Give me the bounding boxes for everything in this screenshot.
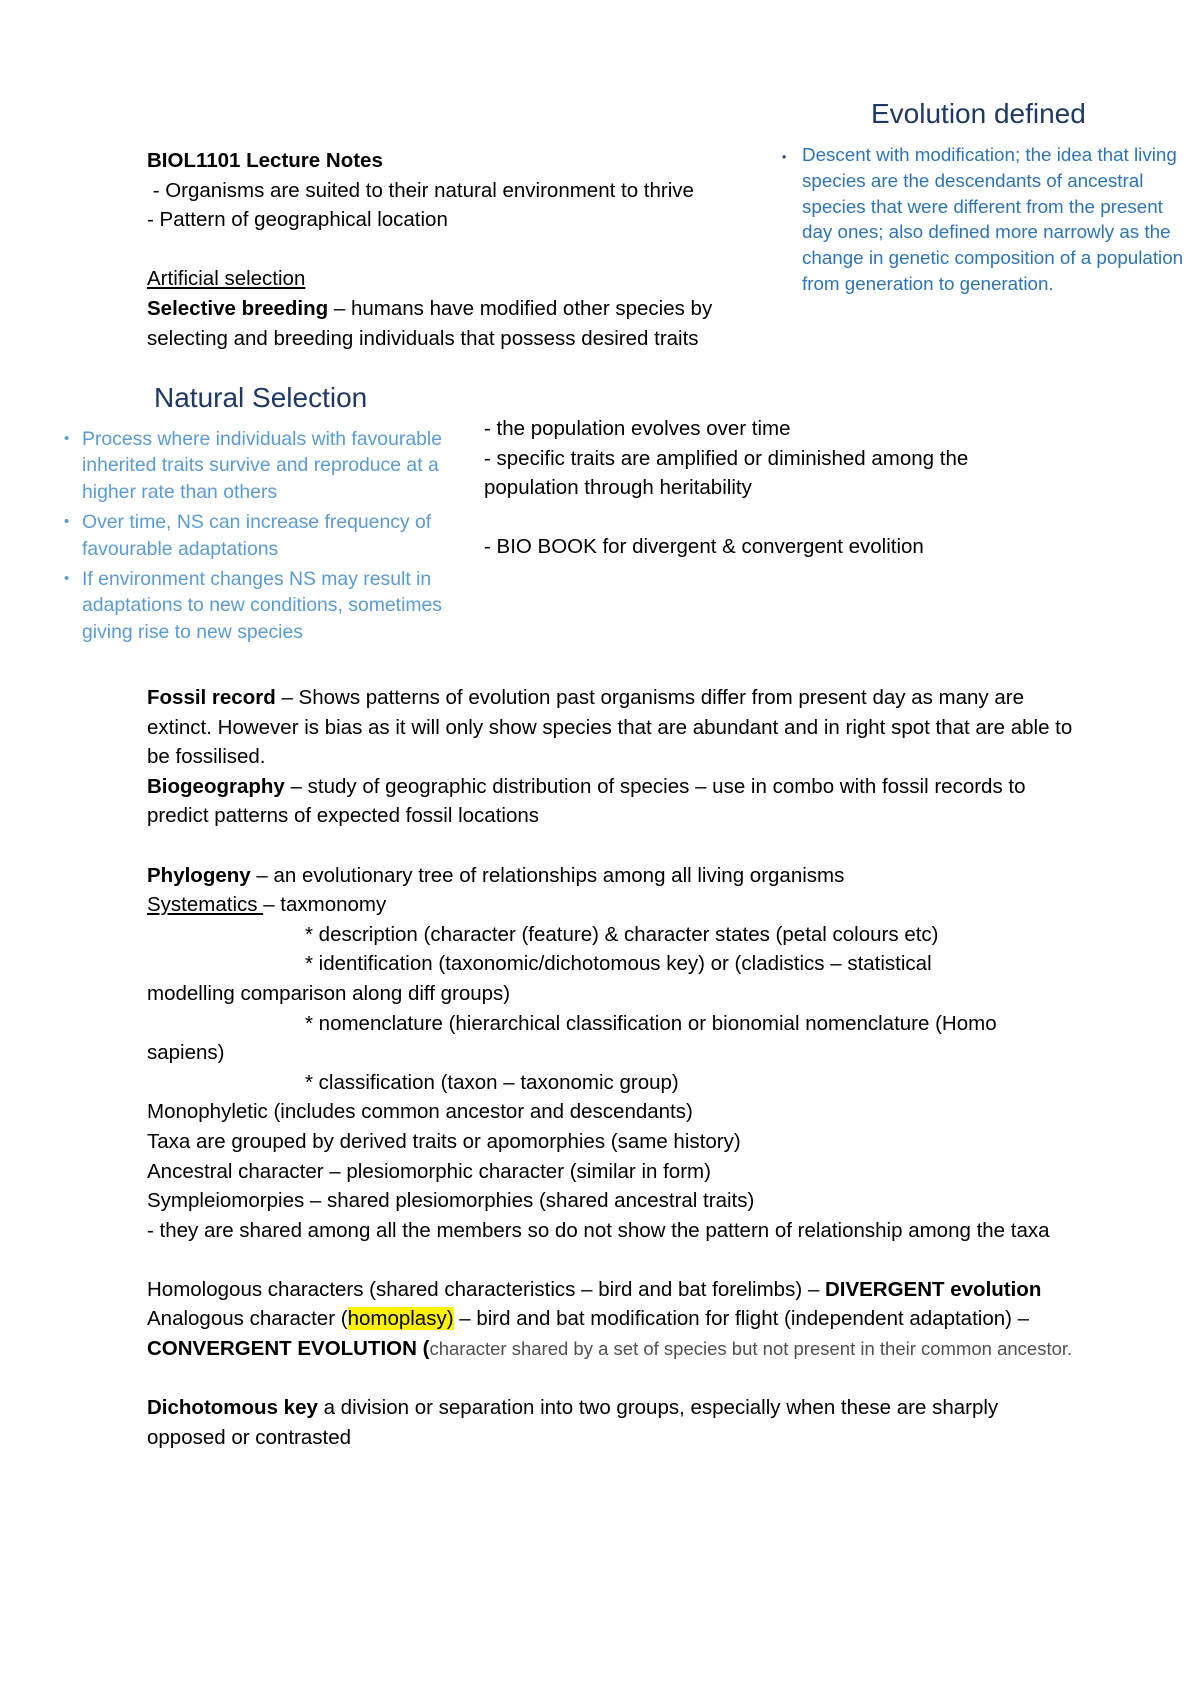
term: Fossil record	[147, 686, 276, 709]
definition: – Shows patterns of evolution past organisms differ from present day as many are extinct. However is bias as it will only show species that are abundant and in right spot that are able to be fossilised.	[147, 686, 1073, 769]
note-line: population through heritability	[484, 476, 752, 500]
paragraph-homologous	[147, 1275, 1082, 1305]
term: Systematics	[147, 893, 264, 917]
spacer	[147, 831, 1082, 861]
ns-notes	[484, 414, 968, 562]
note-line: selecting and breeding individuals that possess desired traits	[147, 326, 699, 350]
note-line: - they are shared among all the members so do not show the pattern of relationship among the taxa	[147, 1218, 1050, 1242]
highlight: homoplasy)	[347, 1307, 454, 1331]
syst-item-cont: modelling comparison along diff groups)	[147, 981, 511, 1005]
bullet-item	[62, 509, 467, 562]
slide-title: Evolution defined	[871, 98, 1086, 129]
pasted-definition: character shared by a set of species but not present in their common ancestor.	[429, 1338, 1073, 1360]
definition: – taxmonomy	[263, 893, 387, 917]
note-line: - Pattern of geographical location	[147, 208, 448, 232]
note-line: Taxa are grouped by derived traits or apomorphies (same history)	[147, 1129, 741, 1153]
bullet-text: If environment changes NS may result in adaptations to new conditions, sometimes giving rise to new species	[82, 568, 443, 643]
note-line: - specific traits are amplified or diminished among the	[484, 446, 969, 470]
emphasis: CONVERGENT EVOLUTION (	[147, 1337, 430, 1361]
paragraph-biogeography	[147, 772, 1082, 831]
term: Selective breeding	[147, 296, 329, 320]
bullet-icon: •	[64, 430, 70, 447]
spacer	[147, 235, 712, 265]
spacer	[484, 503, 968, 533]
bullet-list	[62, 426, 467, 645]
note-line: Monophyletic (includes common ancestor and descendants)	[147, 1100, 693, 1124]
paragraph-systematics	[147, 890, 1082, 920]
term: Biogeography	[147, 774, 285, 798]
text: Homologous characters (shared characteristics – bird and bat forelimbs) –	[147, 1277, 825, 1301]
body-notes	[147, 683, 1082, 1452]
emphasis: DIVERGENT evolution	[824, 1277, 1042, 1301]
header-notes	[147, 146, 712, 353]
definition: – study of geographic distribution of species – use in combo with fossil records to predict patterns of expected fossil locations	[147, 774, 1026, 828]
bullet-item	[62, 426, 467, 505]
note-line: - the population evolves over time	[484, 417, 791, 440]
term: Dichotomous key	[147, 1396, 318, 1420]
bullet-icon: •	[64, 513, 70, 531]
definition: – an evolutionary tree of relationships among all living organisms	[250, 863, 845, 887]
paragraph-dichotomous	[147, 1393, 1082, 1452]
text: – bird and bat modification for flight (independent adaptation) –	[453, 1307, 1030, 1331]
syst-item-cont: sapiens)	[147, 1041, 225, 1065]
note-line: - BIO BOOK for divergent & convergent evolition	[484, 535, 924, 559]
syst-item: * identification (taxonomic/dichotomous key) or (cladistics – statistical	[305, 952, 932, 976]
definition: a division or separation into two groups, especially when these are sharply opposed or contrasted	[147, 1396, 999, 1449]
paragraph-fossil	[147, 683, 1082, 772]
note-line	[147, 294, 712, 324]
note-line: - Organisms are suited to their natural environment to thrive	[147, 178, 694, 202]
bullet-icon: •	[782, 150, 787, 164]
bullet-item	[782, 142, 1187, 297]
bullet-text: Over time, NS can increase frequency of favourable adaptations	[82, 511, 432, 560]
bullet-list	[782, 142, 1187, 297]
slide-title: Natural Selection	[154, 382, 368, 413]
bullet-text: Process where individuals with favourable inherited traits survive and reproduce at a higher rate than others	[82, 428, 442, 503]
spacer	[147, 1245, 1082, 1275]
paragraph-analogous	[147, 1304, 1082, 1363]
definition: – humans have modified other species by	[328, 296, 713, 320]
text: Analogous character (	[147, 1307, 348, 1331]
bullet-item	[62, 566, 467, 645]
paragraph-phylogeny	[147, 861, 1082, 891]
term: Phylogeny	[147, 863, 251, 887]
syst-item: * classification (taxon – taxonomic group)	[305, 1070, 679, 1094]
section-heading: Artificial selection	[147, 267, 306, 291]
natural-selection-slide	[62, 382, 467, 649]
syst-item: * description (character (feature) & character states (petal colours etc)	[305, 922, 939, 946]
course-title: BIOL1101 Lecture Notes	[147, 149, 383, 172]
syst-item: * nomenclature (hierarchical classification or bionomial nomenclature (Homo	[305, 1011, 997, 1035]
bullet-text: Descent with modification; the idea that living species are the descendants of ancestral species that were different from the present day ones; also defined more narrowly as the change in genetic composition of a population from generation to generation.	[802, 144, 1184, 294]
note-line: Ancestral character – plesiomorphic character (similar in form)	[147, 1159, 711, 1183]
evolution-slide	[782, 98, 1187, 297]
bullet-icon: •	[64, 570, 70, 588]
note-line: Sympleiomorpies – shared plesiomorphies (shared ancestral traits)	[147, 1189, 755, 1213]
spacer	[147, 1364, 1082, 1394]
